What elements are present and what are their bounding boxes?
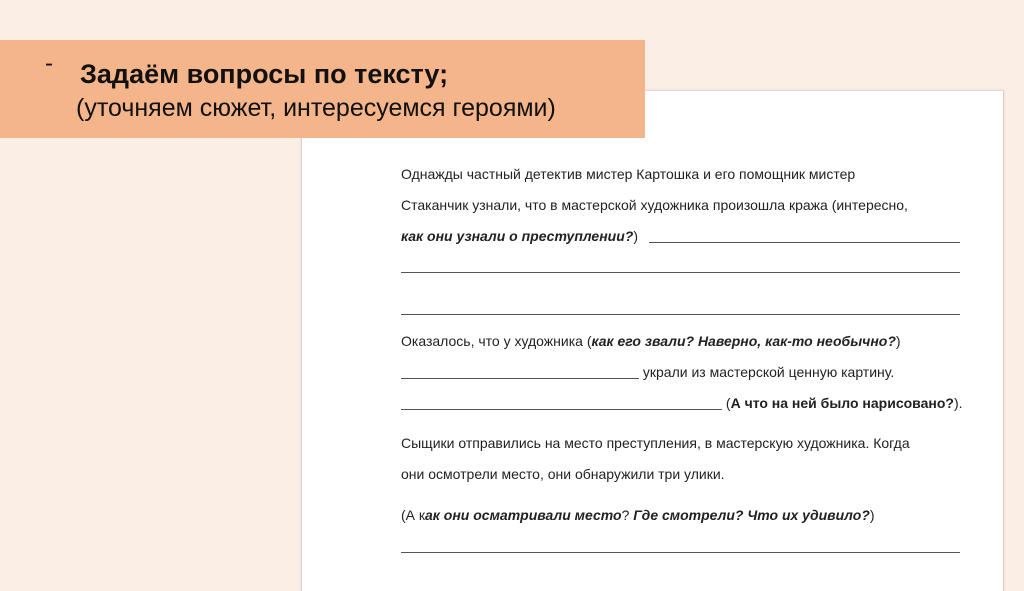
- paragraph-2-line-2: [401, 364, 961, 380]
- paragraph-1-line-1: Однажды частный детектив мистер Картошка и его помощник мистер: [401, 166, 856, 182]
- paragraph-2-line-1: [401, 333, 961, 349]
- question-how-they-learned: как они узнали о преступлении?: [401, 228, 634, 244]
- paren-open: (А к: [401, 507, 426, 523]
- bullet-dash: -: [45, 50, 53, 77]
- answer-blank-painting[interactable]: [401, 408, 722, 410]
- answer-blank-3[interactable]: [401, 314, 960, 315]
- answer-blank-artist-name[interactable]: [401, 377, 639, 379]
- paren-close: ): [895, 333, 901, 349]
- paragraph-2-text: Оказалось, что у художника (: [401, 333, 592, 349]
- paren-close: ).: [953, 395, 963, 411]
- paragraph-3-line-2: они осмотрели место, они обнаружили три улики.: [401, 466, 725, 482]
- answer-blank-4[interactable]: [401, 552, 960, 553]
- paragraph-2-stolen-text: украли из мастерской ценную картину.: [639, 364, 895, 380]
- slide-title: Задаём вопросы по тексту;: [80, 59, 449, 89]
- answer-blank-2[interactable]: [401, 272, 960, 273]
- paragraph-3-line-1: Сыщики отправились на место преступления, в мастерскую художника. Когда: [401, 435, 910, 451]
- question-how-inspected: ак они осматривали место: [425, 507, 622, 523]
- paren-close: ): [869, 507, 875, 523]
- question-where-looked: Где смотрели? Что их удивило?: [633, 507, 870, 523]
- paragraph-4-line-1: [401, 507, 961, 523]
- question-painting: А что на ней было нарисовано?: [730, 395, 954, 411]
- question-mark: ?: [621, 507, 634, 523]
- paragraph-2-line-3: [401, 395, 961, 411]
- paren-open: (: [722, 395, 731, 411]
- paragraph-1-line-2: Стаканчик узнали, что в мастерской художника произошла кража (интересно,: [401, 197, 908, 213]
- question-artist-name: как его звали? Наверно, как-то необычно?: [591, 333, 896, 349]
- slide-subtitle: (уточняем сюжет, интересуемся героями): [76, 94, 556, 122]
- paren-close: ): [633, 228, 638, 244]
- answer-blank-1[interactable]: [649, 242, 960, 243]
